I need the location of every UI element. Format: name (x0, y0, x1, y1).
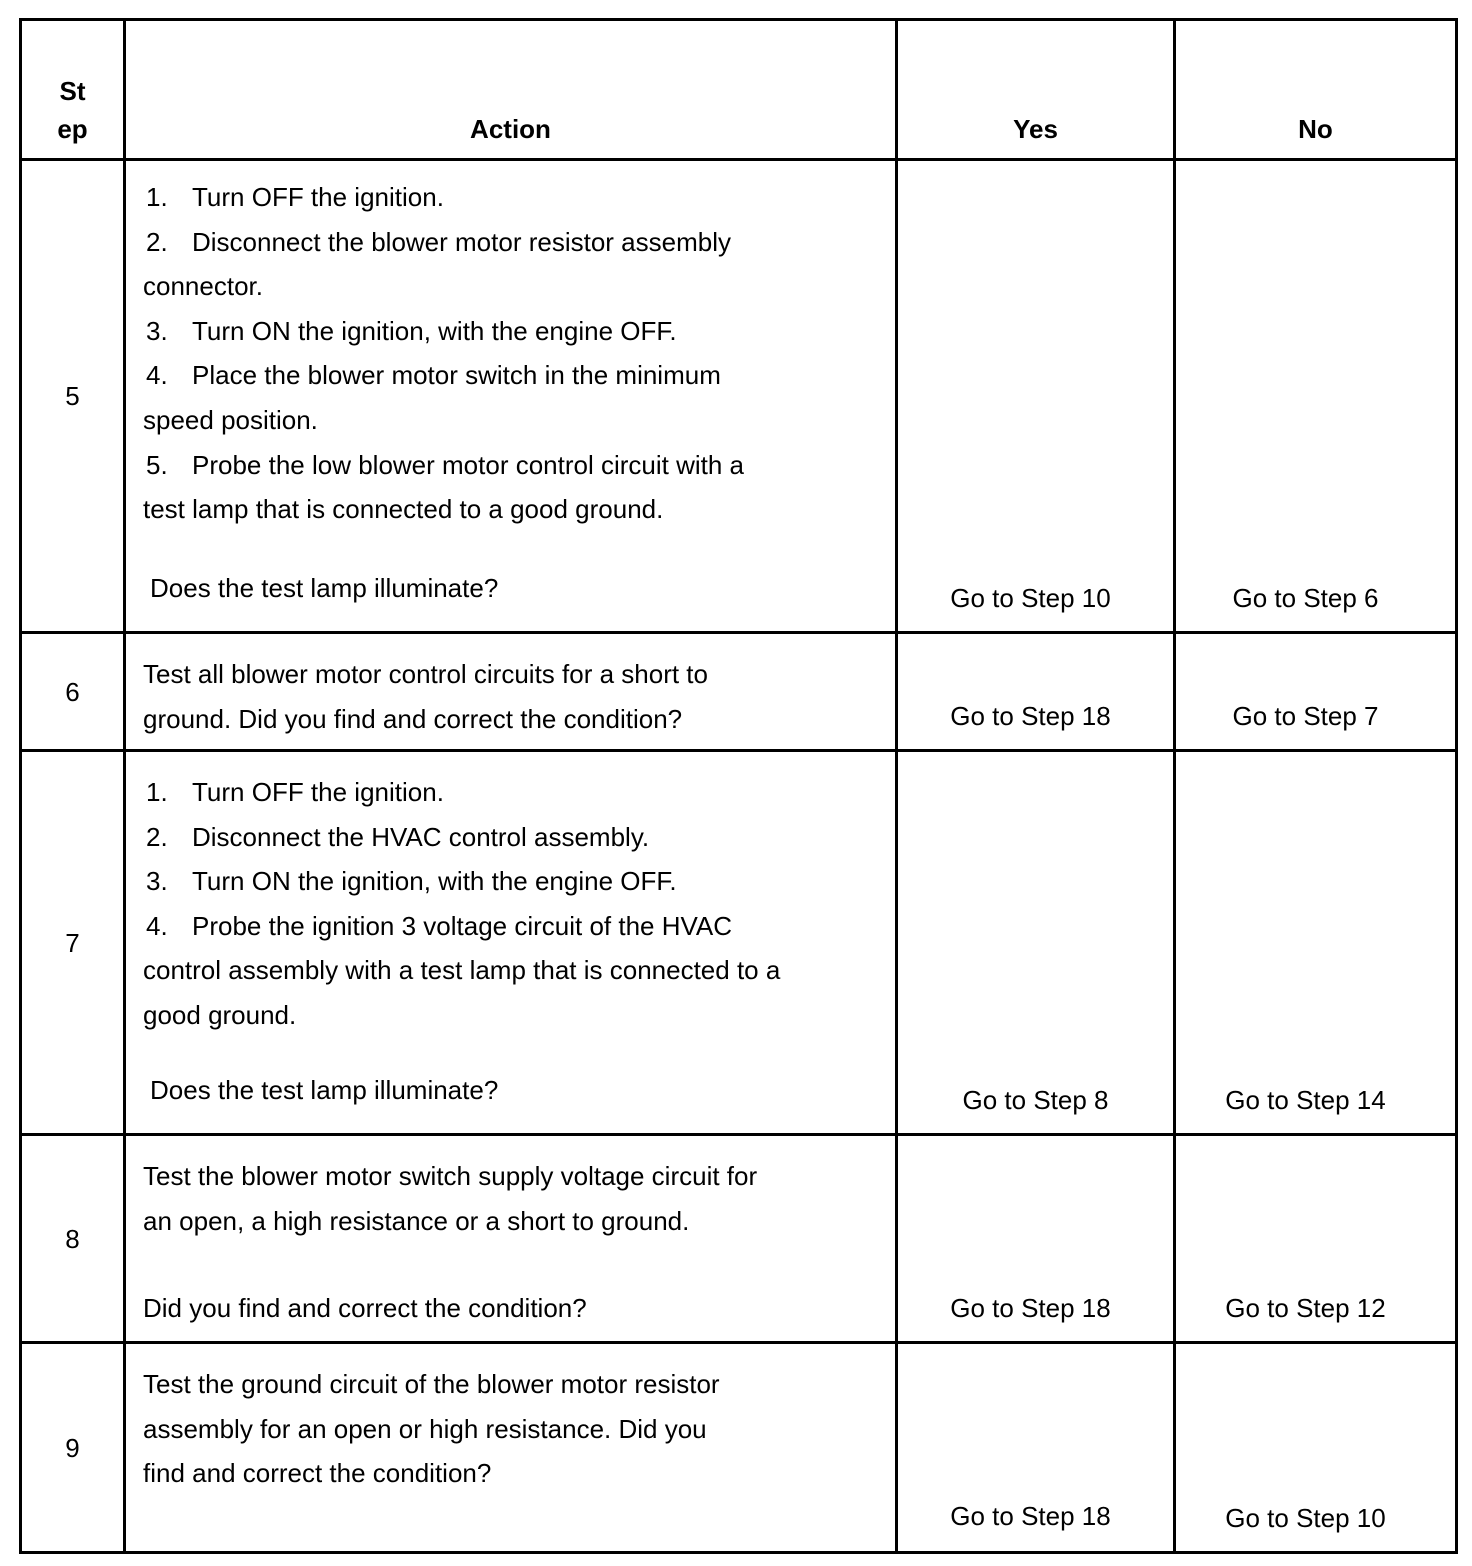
table-row (21, 1135, 1457, 1343)
no-target: Go to Step 14 (1225, 1085, 1386, 1115)
step-cell (21, 633, 125, 751)
action-line-text: speed position. (143, 404, 318, 435)
action-line (143, 309, 883, 354)
table-row (21, 1343, 1457, 1553)
action-cell (125, 1135, 897, 1343)
step-cell (21, 751, 125, 1135)
action-line (143, 443, 883, 488)
step-cell (21, 1135, 125, 1343)
action-line-text: test lamp that is connected to a good ground. (143, 494, 664, 525)
action-line (143, 175, 883, 220)
action-line-text: Probe the ignition 3 voltage circuit of the HVAC (192, 910, 733, 941)
header-no-label: No (1298, 114, 1333, 144)
step-number: 6 (65, 676, 80, 707)
no-cell (1175, 751, 1457, 1135)
header-yes-label: Yes (1013, 114, 1058, 144)
action-line (143, 815, 883, 860)
action-line-number: 5. (146, 449, 168, 480)
no-target: Go to Step 10 (1225, 1503, 1386, 1533)
no-cell (1175, 160, 1457, 633)
action-line-text: good ground. (143, 999, 297, 1030)
header-action (125, 20, 897, 160)
header-action-label: Action (470, 114, 551, 144)
action-line-text: Place the blower motor switch in the minimum (192, 360, 721, 391)
action-cell (125, 633, 897, 751)
yes-cell (897, 160, 1175, 633)
step-number: 8 (65, 1223, 80, 1254)
yes-target: Go to Step 18 (950, 701, 1111, 731)
action-line-number: 1. (146, 182, 168, 212)
action-line (143, 904, 883, 949)
diagnostic-table (19, 18, 1458, 1554)
action-line-text: Test the blower motor switch supply voltage circuit for (143, 1161, 758, 1191)
action-line-text: Disconnect the blower motor resistor assembly (192, 226, 731, 257)
no-target: Go to Step 6 (1232, 583, 1379, 613)
action-line (143, 770, 883, 815)
action-line-number: 3. (146, 866, 168, 897)
yes-target: Go to Step 18 (950, 1501, 1111, 1531)
step-cell (21, 1343, 125, 1553)
action-line-number: 2. (146, 821, 168, 852)
action-line (143, 1451, 883, 1496)
table-row (21, 160, 1457, 633)
action-line-number: 4. (146, 910, 168, 941)
action-cell (125, 1343, 897, 1553)
action-cell (125, 751, 897, 1135)
action-line (143, 993, 883, 1038)
action-line-text: ground. Did you find and correct the condition? (143, 703, 683, 734)
yes-target: Go to Step 18 (950, 1293, 1111, 1323)
action-line-text: Turn ON the ignition, with the engine OFF. (192, 866, 677, 897)
action-line-text: control assembly with a test lamp that is connected to a (143, 955, 781, 986)
action-line-text: Test all blower motor control circuits for a short to (143, 659, 708, 689)
step-number: 9 (65, 1432, 80, 1463)
action-line-text: an open, a high resistance or a short to ground. (143, 1205, 690, 1236)
table-row (21, 633, 1457, 751)
header-step (21, 20, 125, 160)
no-cell (1175, 633, 1457, 751)
yes-target: Go to Step 8 (962, 1085, 1109, 1115)
action-line-text: Test the ground circuit of the blower motor resistor (143, 1369, 720, 1399)
action-line (143, 1362, 883, 1407)
action-line (143, 948, 883, 993)
yes-cell (897, 633, 1175, 751)
yes-cell (897, 751, 1175, 1135)
header-row (21, 20, 1457, 160)
action-line-number: 4. (146, 360, 168, 391)
action-line (143, 859, 883, 904)
no-target: Go to Step 12 (1225, 1293, 1386, 1323)
action-line-text: Turn ON the ignition, with the engine OFF. (192, 315, 677, 346)
action-line (143, 398, 883, 443)
header-yes (897, 20, 1175, 160)
no-cell (1175, 1135, 1457, 1343)
action-line-text: Turn OFF the ignition. (192, 182, 444, 212)
step-number: 7 (65, 927, 80, 958)
action-line (143, 652, 883, 697)
step-number: 5 (65, 381, 80, 411)
action-line (143, 697, 883, 742)
action-line-number: 2. (146, 226, 168, 257)
yes-cell (897, 1343, 1175, 1553)
action-question: Does the test lamp illuminate? (150, 1075, 499, 1106)
action-line-text: connector. (143, 271, 263, 302)
header-step-line1: St (59, 76, 86, 106)
action-line (143, 487, 883, 532)
step-cell (21, 160, 125, 633)
action-line (143, 1154, 883, 1199)
action-line (143, 220, 883, 265)
yes-cell (897, 1135, 1175, 1343)
action-line-number: 1. (146, 777, 168, 807)
action-line (143, 264, 883, 309)
action-line-text: assembly for an open or high resistance. Did you (143, 1413, 707, 1444)
action-question: Does the test lamp illuminate? (150, 573, 499, 604)
header-no (1175, 20, 1457, 160)
action-line (143, 353, 883, 398)
action-line-text: Turn OFF the ignition. (192, 777, 444, 807)
action-line-text: find and correct the condition? (143, 1458, 492, 1489)
action-line-text: Probe the low blower motor control circuit with a (192, 449, 745, 480)
no-cell (1175, 1343, 1457, 1553)
yes-target: Go to Step 10 (950, 583, 1111, 613)
no-target: Go to Step 7 (1232, 701, 1379, 731)
action-line (143, 1407, 883, 1452)
action-line (143, 1199, 883, 1244)
table-row (21, 751, 1457, 1135)
header-step-line2: ep (57, 114, 88, 144)
action-cell (125, 160, 897, 633)
action-line-text: Disconnect the HVAC control assembly. (192, 821, 650, 852)
action-line-number: 3. (146, 315, 168, 346)
action-question: Did you find and correct the condition? (143, 1293, 587, 1324)
